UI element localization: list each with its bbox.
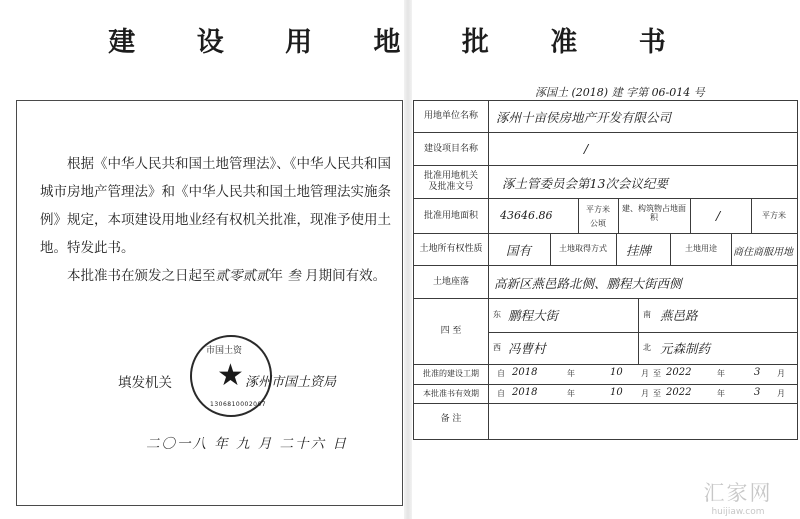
period-label: 批准的建设工期 (423, 369, 479, 378)
seal-number: 1306810002007 (210, 401, 267, 408)
row-divider (414, 233, 797, 234)
north-label: 北 (643, 343, 651, 352)
seal-text: 市国土资 (206, 346, 243, 356)
building-value: / (716, 208, 721, 223)
period-to-label: 至 (653, 369, 661, 378)
area-unit-mu: 公顷 (590, 219, 606, 228)
remarks-label: 备 注 (440, 414, 462, 424)
period-from-month: 10 (610, 367, 623, 378)
west-label: 西 (493, 343, 501, 352)
unit-label: 用地单位名称 (423, 111, 478, 121)
row-divider (414, 165, 797, 166)
location-value: 高新区燕邑路北侧、鹏程大街西侧 (494, 276, 682, 291)
acquire-value: 挂牌 (626, 243, 652, 258)
validity-to-label: 至 (653, 389, 661, 398)
approval-paragraph: 根据《中华人民共和国土地管理法》、《中华人民共和国城市房地产管理法》和《中华人民共和国土地管理法实施条例》规定，本项建设用地业经有权机关批准，现准予使用土地。特发此书。 (40, 156, 391, 256)
row-divider (414, 265, 797, 266)
col-divider (618, 198, 619, 233)
location-label: 土地座落 (432, 277, 469, 287)
period-year-char: 年 (269, 268, 283, 284)
document-title: 建 设 用 地 批 准 书 (108, 27, 692, 58)
project-value: / (584, 141, 589, 156)
period-prefix: 本批准书在颁发之日起至 (67, 268, 216, 284)
row-divider (414, 298, 797, 299)
use-value: 商住商服用地 (733, 247, 793, 258)
period-year: 贰零贰贰 (215, 268, 270, 284)
col-divider (690, 198, 691, 233)
use-label: 土地用途 (685, 244, 717, 253)
project-label: 建设项目名称 (423, 144, 478, 154)
period-to-year-label: 年 (717, 369, 725, 378)
approval-table (413, 100, 798, 440)
row-divider (414, 198, 797, 199)
validity-to-year-label: 年 (717, 389, 725, 398)
period-from-year-label: 年 (567, 369, 575, 378)
period-to-year: 2022 (666, 367, 692, 378)
validity-statement (40, 262, 395, 290)
validity-label: 本批准书有效期 (423, 389, 479, 398)
area-value: 43646.86 (500, 209, 553, 222)
document-number: 涿国土 (2018) 建 字第 06-014 号 (535, 86, 705, 99)
period-from-year: 2018 (512, 367, 538, 378)
authority-value: 涿土管委员会第13次会议纪要 (502, 176, 668, 191)
west-value: 冯曹村 (508, 341, 546, 356)
col-divider (550, 233, 551, 265)
south-value: 燕邑路 (660, 308, 698, 323)
period-to-month-label: 月 (777, 369, 785, 378)
row-divider (414, 384, 797, 385)
row-divider (488, 332, 797, 333)
validity-from-month-label: 月 (641, 389, 649, 398)
validity-from-year: 2018 (512, 387, 538, 398)
building-label: 建、构筑物占地面积 (622, 204, 686, 222)
period-suffix: 月期间有效。 (305, 268, 387, 284)
star-icon: ★ (217, 358, 244, 393)
south-label: 南 (643, 310, 651, 319)
col-divider (488, 101, 489, 439)
area-unit-sqm: 平方米 (586, 205, 610, 214)
ownership-label: 土地所有权性质 (419, 244, 483, 254)
issue-date: 二〇一八 年 九 月 二十六 日 (146, 436, 348, 452)
east-value: 鹏程大街 (508, 308, 559, 323)
row-divider (414, 132, 797, 133)
unit-value: 涿州十亩侯房地产开发有限公司 (496, 110, 672, 125)
validity-to-month-label: 月 (777, 389, 785, 398)
east-label: 东 (493, 310, 501, 319)
sides-label: 四 至 (440, 326, 462, 336)
acquire-label: 土地取得方式 (559, 244, 607, 253)
validity-from-month: 10 (610, 387, 623, 398)
page-fold (404, 0, 412, 519)
validity-to-year: 2022 (666, 387, 692, 398)
issuer-label: 填发机关 (118, 375, 172, 391)
site-watermark (690, 477, 786, 517)
row-divider (414, 364, 797, 365)
watermark-sub: huijiaw.com (711, 507, 765, 517)
authority-label: 批准用地机关及批准文号 (423, 171, 478, 192)
watermark-main: 汇家网 (703, 481, 773, 505)
period-to-month: 3 (754, 367, 761, 378)
ownership-value: 国有 (506, 243, 532, 258)
area-label: 批准用地面积 (423, 211, 478, 221)
period-from-label: 自 (497, 369, 505, 378)
issuer-signature: 涿州市国土资局 (245, 375, 337, 390)
col-divider (731, 233, 732, 265)
validity-from-year-label: 年 (567, 389, 575, 398)
north-value: 元森制药 (660, 341, 711, 356)
col-divider (616, 233, 617, 265)
period-month: 叁 (287, 268, 301, 284)
period-from-month-label: 月 (641, 369, 649, 378)
col-divider (670, 233, 671, 265)
building-unit: 平方米 (762, 211, 786, 220)
col-divider (638, 298, 639, 364)
validity-from-label: 自 (497, 389, 505, 398)
validity-to-month: 3 (754, 387, 761, 398)
row-divider (414, 403, 797, 404)
